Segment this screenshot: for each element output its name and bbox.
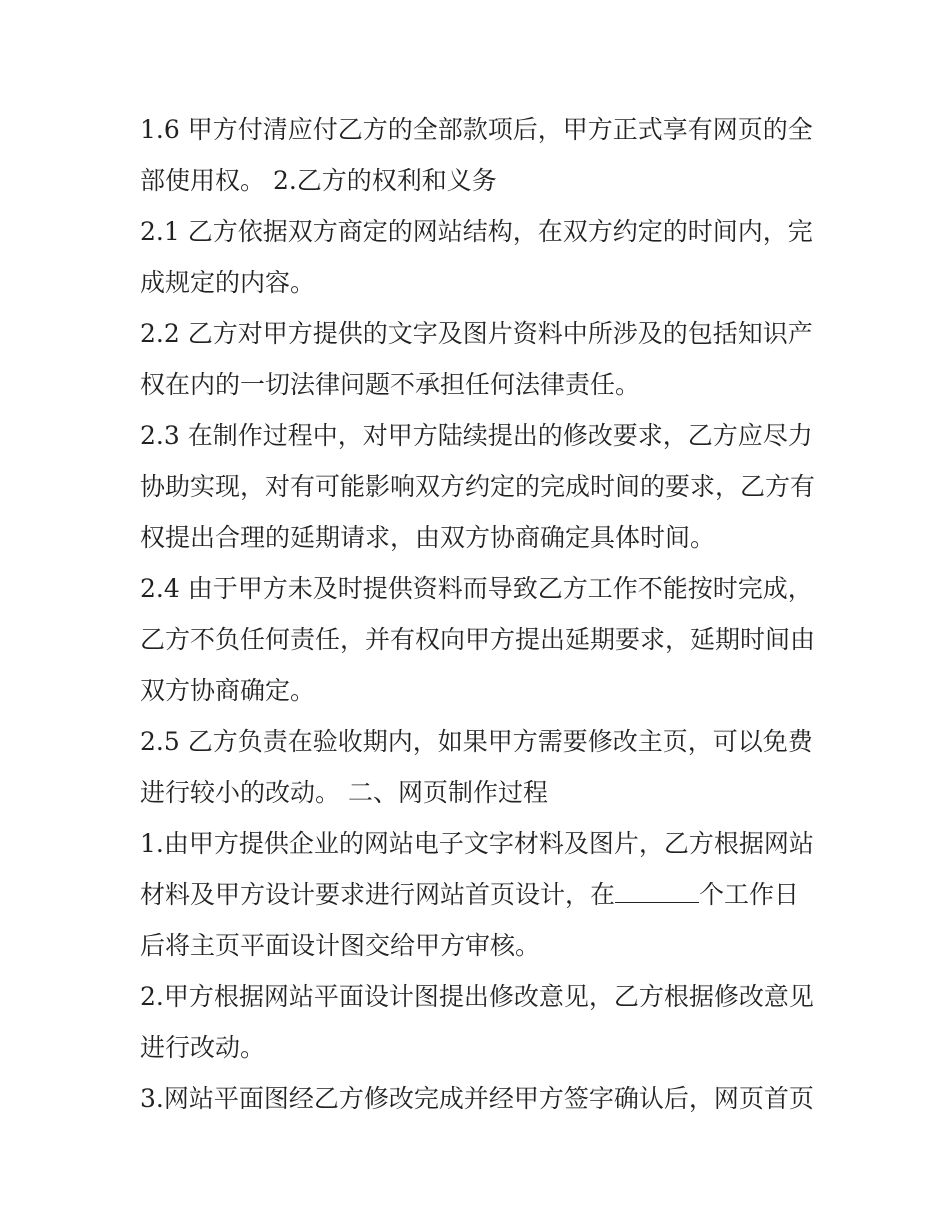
process-step-1-text-after: 个工作日后将主页平面设计图交给甲方审核。 [140, 880, 800, 960]
clause-2-3: 2.3 在制作过程中，对甲方陆续提出的修改要求，乙方应尽力协助实现，对有可能影响双方约定的完成时间的要求，乙方有权提出合理的延期请求，由双方协商确定具体时间。 [140, 421, 816, 552]
process-step-3: 3.网站平面图经乙方修改完成并经甲方签字确认后，网页首页 [140, 1084, 814, 1113]
document-body [140, 104, 820, 1124]
fill-in-blank-line [615, 882, 699, 903]
clause-2-2: 2.2 乙方对甲方提供的文字及图片资料中所涉及的包括知识产权在内的一切法律问题不承担任何法律责任。 [140, 319, 813, 399]
process-step-1-text-before: 1.由甲方提供企业的网站电子文字材料及图片，乙方根据网站材料及甲方设计要求进行网站首页设计，在 [140, 829, 814, 909]
process-step-2: 2.甲方根据网站平面设计图提出修改意见，乙方根据修改意见进行改动。 [140, 982, 814, 1062]
process-step-1 [140, 818, 820, 971]
clause-1-6: 1.6 甲方付清应付乙方的全部款项后，甲方正式享有网页的全部使用权。 2.乙方的权利和义务 [140, 115, 813, 195]
clause-2-1: 2.1 乙方依据双方商定的网站结构，在双方约定的时间内，完成规定的内容。 [140, 217, 813, 297]
clause-2-4: 2.4 由于甲方未及时提供资料而导致乙方工作不能按时完成，乙方不负任何责任，并有权向甲方提出延期要求，延期时间由双方协商确定。 [140, 574, 816, 705]
clause-2-5: 2.5 乙方负责在验收期内，如果甲方需要修改主页，可以免费进行较小的改动。 二、网页制作过程 [140, 727, 813, 807]
